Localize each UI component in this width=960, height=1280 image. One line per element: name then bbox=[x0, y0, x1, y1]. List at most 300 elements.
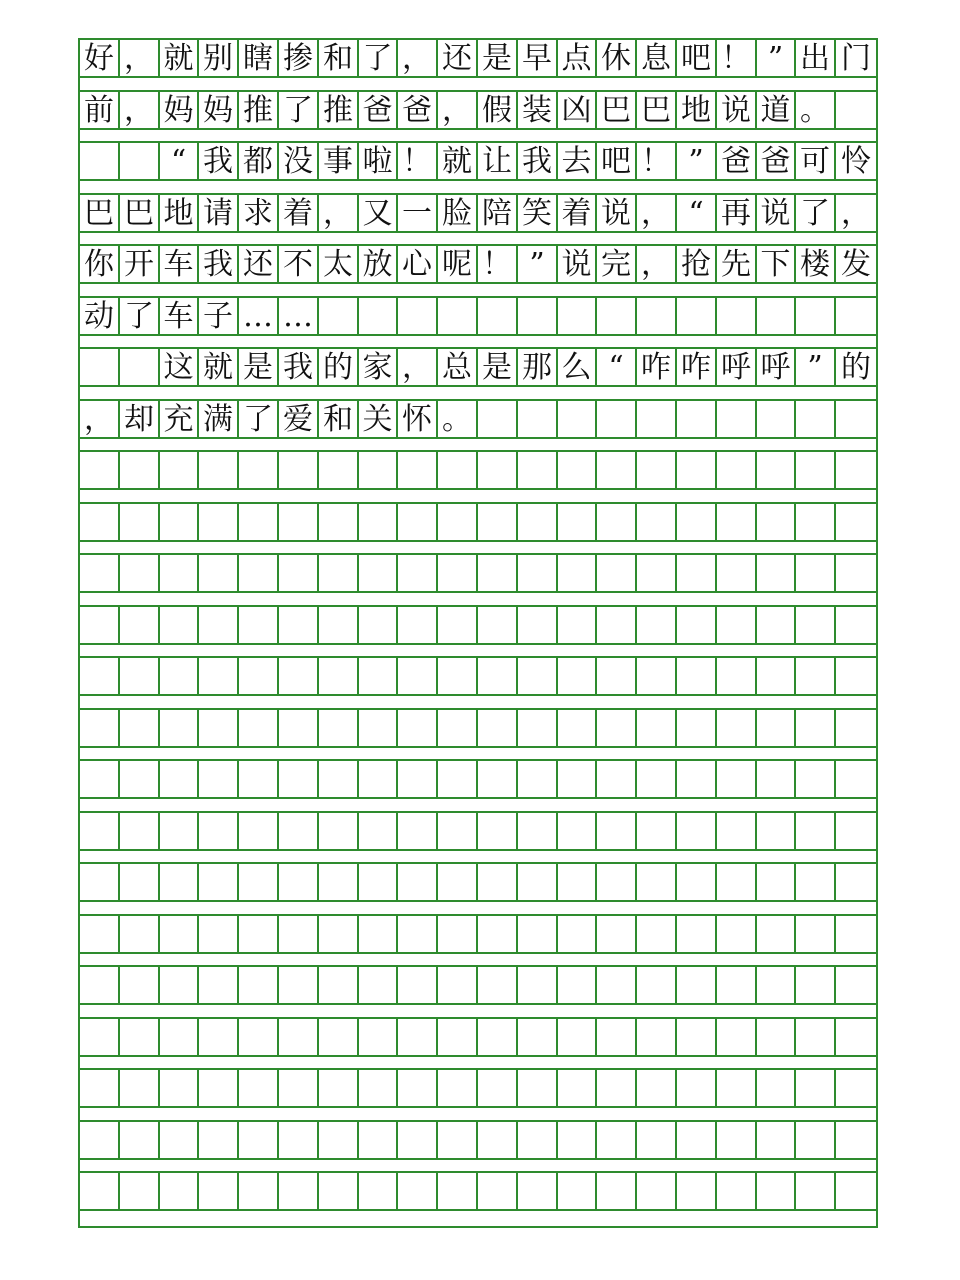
grid-cell bbox=[279, 1019, 319, 1055]
grid-cell bbox=[80, 1019, 120, 1055]
grid-cell: 放 bbox=[359, 246, 398, 282]
grid-cell bbox=[359, 710, 398, 746]
grid-cell: 那 bbox=[518, 349, 558, 385]
grid-cell: ， bbox=[841, 196, 871, 231]
grid-cell bbox=[160, 555, 199, 591]
grid-cell: 还 bbox=[239, 246, 279, 282]
grid-cell bbox=[597, 1070, 637, 1106]
grid-cell: 爸 bbox=[398, 92, 438, 128]
grid-cell bbox=[717, 864, 757, 900]
grid-cell bbox=[757, 1122, 796, 1158]
grid-cell bbox=[717, 1173, 757, 1209]
grid-cell bbox=[757, 813, 796, 849]
grid-cell: 我 bbox=[279, 349, 319, 385]
grid-cell bbox=[757, 658, 796, 694]
grid-cell bbox=[518, 452, 558, 488]
grid-cell bbox=[120, 1070, 160, 1106]
grid-cell bbox=[597, 401, 637, 437]
empty-row bbox=[80, 450, 876, 490]
grid-cell: 啦 bbox=[359, 143, 398, 179]
grid-cell bbox=[80, 1173, 120, 1209]
grid-cell bbox=[359, 504, 398, 540]
grid-cell: 又 bbox=[359, 195, 398, 231]
grid-cell bbox=[558, 761, 597, 797]
grid-cell bbox=[279, 813, 319, 849]
grid-cell: ” bbox=[757, 40, 796, 76]
grid-cell bbox=[796, 555, 836, 591]
grid-cell bbox=[199, 555, 239, 591]
empty-row bbox=[80, 502, 876, 542]
grid-cell: 前 bbox=[80, 92, 120, 128]
grid-cell bbox=[518, 916, 558, 952]
grid-cell: 还 bbox=[438, 40, 478, 76]
grid-cell bbox=[677, 452, 717, 488]
grid-cell bbox=[319, 1019, 359, 1055]
grid-cell bbox=[597, 1019, 637, 1055]
grid-cell: ！ bbox=[398, 143, 438, 179]
grid-cell bbox=[279, 864, 319, 900]
grid-cell bbox=[558, 504, 597, 540]
grid-cell: 别 bbox=[199, 40, 239, 76]
grid-cell bbox=[319, 1070, 359, 1106]
grid-cell: 了 bbox=[120, 298, 160, 334]
grid-cell bbox=[717, 452, 757, 488]
grid-cell bbox=[199, 1173, 239, 1209]
grid-cell: 让 bbox=[478, 143, 518, 179]
grid-cell bbox=[518, 298, 558, 334]
grid-cell bbox=[757, 864, 796, 900]
grid-cell: 心 bbox=[398, 246, 438, 282]
grid-cell bbox=[836, 452, 876, 488]
grid-cell bbox=[558, 916, 597, 952]
grid-cell bbox=[80, 967, 120, 1003]
grid-cell bbox=[597, 864, 637, 900]
grid-cell bbox=[279, 761, 319, 797]
grid-cell bbox=[160, 1019, 199, 1055]
grid-cell bbox=[637, 658, 677, 694]
grid-cell bbox=[757, 1173, 796, 1209]
grid-cell bbox=[637, 298, 677, 334]
grid-cell: 呼 bbox=[757, 349, 796, 385]
grid-cell bbox=[80, 1070, 120, 1106]
empty-row bbox=[80, 862, 876, 902]
grid-cell: ， bbox=[319, 195, 359, 231]
grid-cell bbox=[717, 607, 757, 643]
grid-cell bbox=[438, 1122, 478, 1158]
grid-cell bbox=[637, 813, 677, 849]
grid-cell bbox=[558, 1019, 597, 1055]
grid-cell bbox=[478, 401, 518, 437]
grid-cell bbox=[796, 1019, 836, 1055]
empty-row bbox=[80, 656, 876, 696]
grid-cell: 假 bbox=[478, 92, 518, 128]
grid-cell bbox=[160, 504, 199, 540]
grid-cell: ” bbox=[796, 349, 836, 385]
empty-row bbox=[80, 965, 876, 1005]
grid-cell: 。 bbox=[438, 401, 478, 437]
grid-cell bbox=[359, 1070, 398, 1106]
grid-cell bbox=[319, 504, 359, 540]
grid-cell: 都 bbox=[239, 143, 279, 179]
grid-cell bbox=[677, 504, 717, 540]
grid-cell bbox=[637, 452, 677, 488]
grid-cell bbox=[518, 555, 558, 591]
grid-cell bbox=[239, 813, 279, 849]
grid-cell bbox=[160, 658, 199, 694]
grid-cell bbox=[398, 298, 438, 334]
grid-cell bbox=[438, 967, 478, 1003]
grid-cell bbox=[637, 916, 677, 952]
grid-cell bbox=[597, 555, 637, 591]
grid-cell: ， bbox=[398, 349, 438, 385]
grid-cell: “ bbox=[677, 195, 717, 231]
grid-cell bbox=[80, 504, 120, 540]
grid-cell bbox=[518, 1070, 558, 1106]
grid-cell: 了 bbox=[239, 401, 279, 437]
grid-cell bbox=[757, 504, 796, 540]
grid-cell bbox=[319, 864, 359, 900]
grid-cell: ， bbox=[438, 92, 478, 128]
grid-cell: 呢 bbox=[438, 246, 478, 282]
grid-cell bbox=[438, 1019, 478, 1055]
grid-cell bbox=[637, 401, 677, 437]
grid-cell bbox=[717, 1019, 757, 1055]
grid-cell bbox=[796, 813, 836, 849]
grid-cell bbox=[558, 967, 597, 1003]
grid-cell bbox=[677, 916, 717, 952]
grid-cell bbox=[279, 1122, 319, 1158]
grid-cell bbox=[637, 761, 677, 797]
grid-cell: “ bbox=[597, 349, 637, 385]
grid-cell bbox=[438, 607, 478, 643]
grid-cell: 咋 bbox=[677, 349, 717, 385]
grid-cell bbox=[160, 864, 199, 900]
grid-cell bbox=[757, 298, 796, 334]
grid-cell: 和 bbox=[319, 401, 359, 437]
grid-cell bbox=[359, 1122, 398, 1158]
grid-cell: 么 bbox=[558, 349, 597, 385]
grid-cell bbox=[120, 607, 160, 643]
grid-cell: 装 bbox=[518, 92, 558, 128]
grid-cell: 息 bbox=[637, 40, 677, 76]
grid-cell bbox=[239, 555, 279, 591]
grid-cell bbox=[120, 658, 160, 694]
grid-cell bbox=[398, 1019, 438, 1055]
grid-cell: 了 bbox=[796, 195, 836, 231]
grid-cell bbox=[438, 864, 478, 900]
grid-cell bbox=[359, 813, 398, 849]
grid-cell bbox=[518, 607, 558, 643]
grid-cell: 和 bbox=[319, 40, 359, 76]
grid-cell bbox=[757, 452, 796, 488]
grid-cell bbox=[160, 607, 199, 643]
grid-cell bbox=[637, 967, 677, 1003]
grid-cell bbox=[80, 813, 120, 849]
grid-cell: 求 bbox=[239, 195, 279, 231]
grid-cell: 请 bbox=[199, 195, 239, 231]
grid-cell bbox=[836, 298, 876, 334]
grid-cell: 着 bbox=[279, 195, 319, 231]
grid-cell bbox=[677, 401, 717, 437]
grid-cell bbox=[239, 761, 279, 797]
grid-cell bbox=[757, 967, 796, 1003]
grid-cell: 凶 bbox=[558, 92, 597, 128]
empty-row bbox=[80, 1171, 876, 1211]
grid-cell bbox=[359, 555, 398, 591]
grid-cell bbox=[359, 761, 398, 797]
grid-cell bbox=[359, 452, 398, 488]
grid-cell bbox=[597, 452, 637, 488]
grid-cell bbox=[518, 710, 558, 746]
text-row bbox=[80, 244, 876, 284]
grid-cell bbox=[717, 710, 757, 746]
grid-cell: 没 bbox=[279, 143, 319, 179]
grid-cell bbox=[398, 555, 438, 591]
grid-cell bbox=[319, 555, 359, 591]
grid-cell bbox=[239, 452, 279, 488]
grid-cell bbox=[518, 504, 558, 540]
grid-cell bbox=[597, 813, 637, 849]
grid-cell bbox=[279, 504, 319, 540]
grid-cell bbox=[796, 607, 836, 643]
grid-cell: 爸 bbox=[757, 143, 796, 179]
grid-cell: 我 bbox=[518, 143, 558, 179]
grid-cell bbox=[796, 916, 836, 952]
grid-cell bbox=[597, 607, 637, 643]
grid-cell bbox=[199, 1122, 239, 1158]
grid-cell bbox=[279, 1173, 319, 1209]
grid-cell: 是 bbox=[478, 40, 518, 76]
grid-cell bbox=[637, 607, 677, 643]
grid-cell bbox=[120, 504, 160, 540]
empty-row bbox=[80, 708, 876, 748]
grid-cell bbox=[836, 504, 876, 540]
grid-cell bbox=[359, 864, 398, 900]
grid-cell bbox=[796, 1070, 836, 1106]
grid-cell bbox=[637, 504, 677, 540]
grid-cell bbox=[796, 452, 836, 488]
grid-cell bbox=[199, 967, 239, 1003]
empty-row bbox=[80, 914, 876, 954]
grid-cell bbox=[597, 916, 637, 952]
grid-cell bbox=[80, 710, 120, 746]
grid-cell: 说 bbox=[717, 92, 757, 128]
grid-cell bbox=[438, 658, 478, 694]
grid-cell bbox=[518, 864, 558, 900]
grid-cell: 去 bbox=[558, 143, 597, 179]
grid-cell bbox=[398, 1173, 438, 1209]
grid-cell bbox=[279, 1070, 319, 1106]
grid-cell: ， bbox=[637, 195, 677, 231]
grid-cell bbox=[478, 452, 518, 488]
grid-cell bbox=[120, 916, 160, 952]
grid-cell bbox=[558, 298, 597, 334]
grid-cell: 总 bbox=[438, 349, 478, 385]
grid-cell: 不 bbox=[279, 246, 319, 282]
grid-cell: 说 bbox=[757, 195, 796, 231]
grid-cell: 早 bbox=[518, 40, 558, 76]
grid-cell bbox=[199, 504, 239, 540]
grid-cell: 的 bbox=[841, 350, 871, 385]
grid-cell bbox=[558, 401, 597, 437]
grid-cell bbox=[677, 1019, 717, 1055]
grid-cell bbox=[120, 1019, 160, 1055]
grid-cell: 的 bbox=[319, 349, 359, 385]
grid-cell bbox=[239, 1122, 279, 1158]
grid-cell: 事 bbox=[319, 143, 359, 179]
grid-cell: 瞎 bbox=[239, 40, 279, 76]
grid-cell bbox=[677, 813, 717, 849]
grid-cell bbox=[597, 658, 637, 694]
grid-cell bbox=[637, 1019, 677, 1055]
grid-cell bbox=[637, 864, 677, 900]
grid-cell bbox=[160, 452, 199, 488]
grid-cell: 地 bbox=[677, 92, 717, 128]
grid-cell bbox=[319, 452, 359, 488]
grid-cell bbox=[677, 298, 717, 334]
grid-cell: 一 bbox=[398, 195, 438, 231]
grid-cell bbox=[836, 1173, 876, 1209]
grid-cell bbox=[717, 1122, 757, 1158]
grid-cell bbox=[120, 761, 160, 797]
grid-cell: 你 bbox=[80, 246, 120, 282]
grid-cell: ” bbox=[518, 246, 558, 282]
grid-cell: 休 bbox=[597, 40, 637, 76]
grid-cell: 点 bbox=[558, 40, 597, 76]
grid-cell bbox=[796, 658, 836, 694]
grid-cell bbox=[796, 761, 836, 797]
grid-cell bbox=[717, 1070, 757, 1106]
grid-cell bbox=[478, 916, 518, 952]
grid-cell: 妈 bbox=[199, 92, 239, 128]
grid-cell: 怀 bbox=[398, 401, 438, 437]
grid-cell bbox=[120, 813, 160, 849]
grid-cell bbox=[796, 401, 836, 437]
grid-cell: 巴 bbox=[120, 195, 160, 231]
grid-cell bbox=[717, 916, 757, 952]
grid-cell bbox=[597, 1173, 637, 1209]
grid-cell bbox=[239, 1173, 279, 1209]
grid-cell: 说 bbox=[597, 195, 637, 231]
grid-cell bbox=[836, 92, 876, 128]
grid-cell bbox=[199, 864, 239, 900]
grid-cell: 我 bbox=[199, 246, 239, 282]
text-row bbox=[80, 296, 876, 336]
grid-cell: 咋 bbox=[637, 349, 677, 385]
grid-cell bbox=[677, 864, 717, 900]
grid-cell bbox=[558, 813, 597, 849]
grid-cell: 了 bbox=[279, 92, 319, 128]
grid-cell bbox=[438, 1173, 478, 1209]
grid-cell bbox=[359, 658, 398, 694]
grid-cell bbox=[717, 298, 757, 334]
grid-cell: 好 bbox=[80, 40, 120, 76]
grid-cell bbox=[239, 1070, 279, 1106]
grid-cell bbox=[199, 1070, 239, 1106]
grid-cell: 着 bbox=[558, 195, 597, 231]
grid-cell bbox=[80, 658, 120, 694]
grid-cell bbox=[677, 607, 717, 643]
grid-cell bbox=[597, 504, 637, 540]
empty-row bbox=[80, 811, 876, 851]
grid-cell: 可 bbox=[796, 143, 836, 179]
grid-cell bbox=[319, 813, 359, 849]
grid-cell: ， bbox=[398, 40, 438, 76]
grid-cell bbox=[757, 401, 796, 437]
grid-cell bbox=[120, 143, 160, 179]
empty-row bbox=[80, 759, 876, 799]
grid-cell bbox=[677, 710, 717, 746]
grid-cell: 太 bbox=[319, 246, 359, 282]
grid-cell bbox=[717, 401, 757, 437]
grid-cell bbox=[597, 710, 637, 746]
grid-cell bbox=[478, 813, 518, 849]
grid-cell bbox=[717, 761, 757, 797]
grid-cell bbox=[438, 452, 478, 488]
grid-cell bbox=[558, 452, 597, 488]
text-row bbox=[80, 193, 876, 233]
empty-row bbox=[80, 605, 876, 645]
grid-cell bbox=[558, 607, 597, 643]
grid-cell: 推 bbox=[319, 92, 359, 128]
grid-cell bbox=[637, 710, 677, 746]
grid-cell: 这 bbox=[160, 349, 199, 385]
grid-cell bbox=[717, 967, 757, 1003]
grid-cell bbox=[796, 1122, 836, 1158]
grid-cell bbox=[398, 761, 438, 797]
grid-cell: ！ bbox=[637, 143, 677, 179]
grid-cell: 吧 bbox=[597, 143, 637, 179]
grid-cell: 。 bbox=[796, 92, 836, 128]
text-row bbox=[80, 90, 876, 130]
grid-cell bbox=[836, 607, 876, 643]
grid-cell bbox=[239, 607, 279, 643]
grid-cell bbox=[518, 658, 558, 694]
grid-cell bbox=[398, 504, 438, 540]
grid-cell bbox=[319, 1173, 359, 1209]
grid-cell bbox=[120, 555, 160, 591]
grid-cell: “ bbox=[160, 143, 199, 179]
grid-cell: 是 bbox=[478, 349, 518, 385]
grid-cell: 子 bbox=[199, 298, 239, 334]
grid-cell bbox=[438, 761, 478, 797]
grid-cell bbox=[717, 658, 757, 694]
grid-cell bbox=[319, 710, 359, 746]
grid-cell bbox=[160, 710, 199, 746]
grid-cell bbox=[757, 761, 796, 797]
text-row bbox=[80, 38, 876, 78]
grid-cell: 爸 bbox=[359, 92, 398, 128]
grid-cell bbox=[398, 1070, 438, 1106]
empty-row bbox=[80, 553, 876, 593]
grid-cell: 门 bbox=[841, 41, 871, 76]
grid-cell bbox=[757, 710, 796, 746]
grid-cell bbox=[319, 1122, 359, 1158]
grid-cell bbox=[199, 658, 239, 694]
grid-cell bbox=[757, 1070, 796, 1106]
grid-cell bbox=[836, 1070, 876, 1106]
grid-cell bbox=[478, 298, 518, 334]
grid-cell bbox=[717, 813, 757, 849]
grid-cell: 车 bbox=[160, 298, 199, 334]
grid-cell: 掺 bbox=[279, 40, 319, 76]
grid-cell bbox=[199, 916, 239, 952]
grid-cell: 吧 bbox=[677, 40, 717, 76]
grid-cell bbox=[160, 1070, 199, 1106]
grid-cell bbox=[438, 1070, 478, 1106]
grid-cell bbox=[199, 710, 239, 746]
grid-cell bbox=[120, 1173, 160, 1209]
